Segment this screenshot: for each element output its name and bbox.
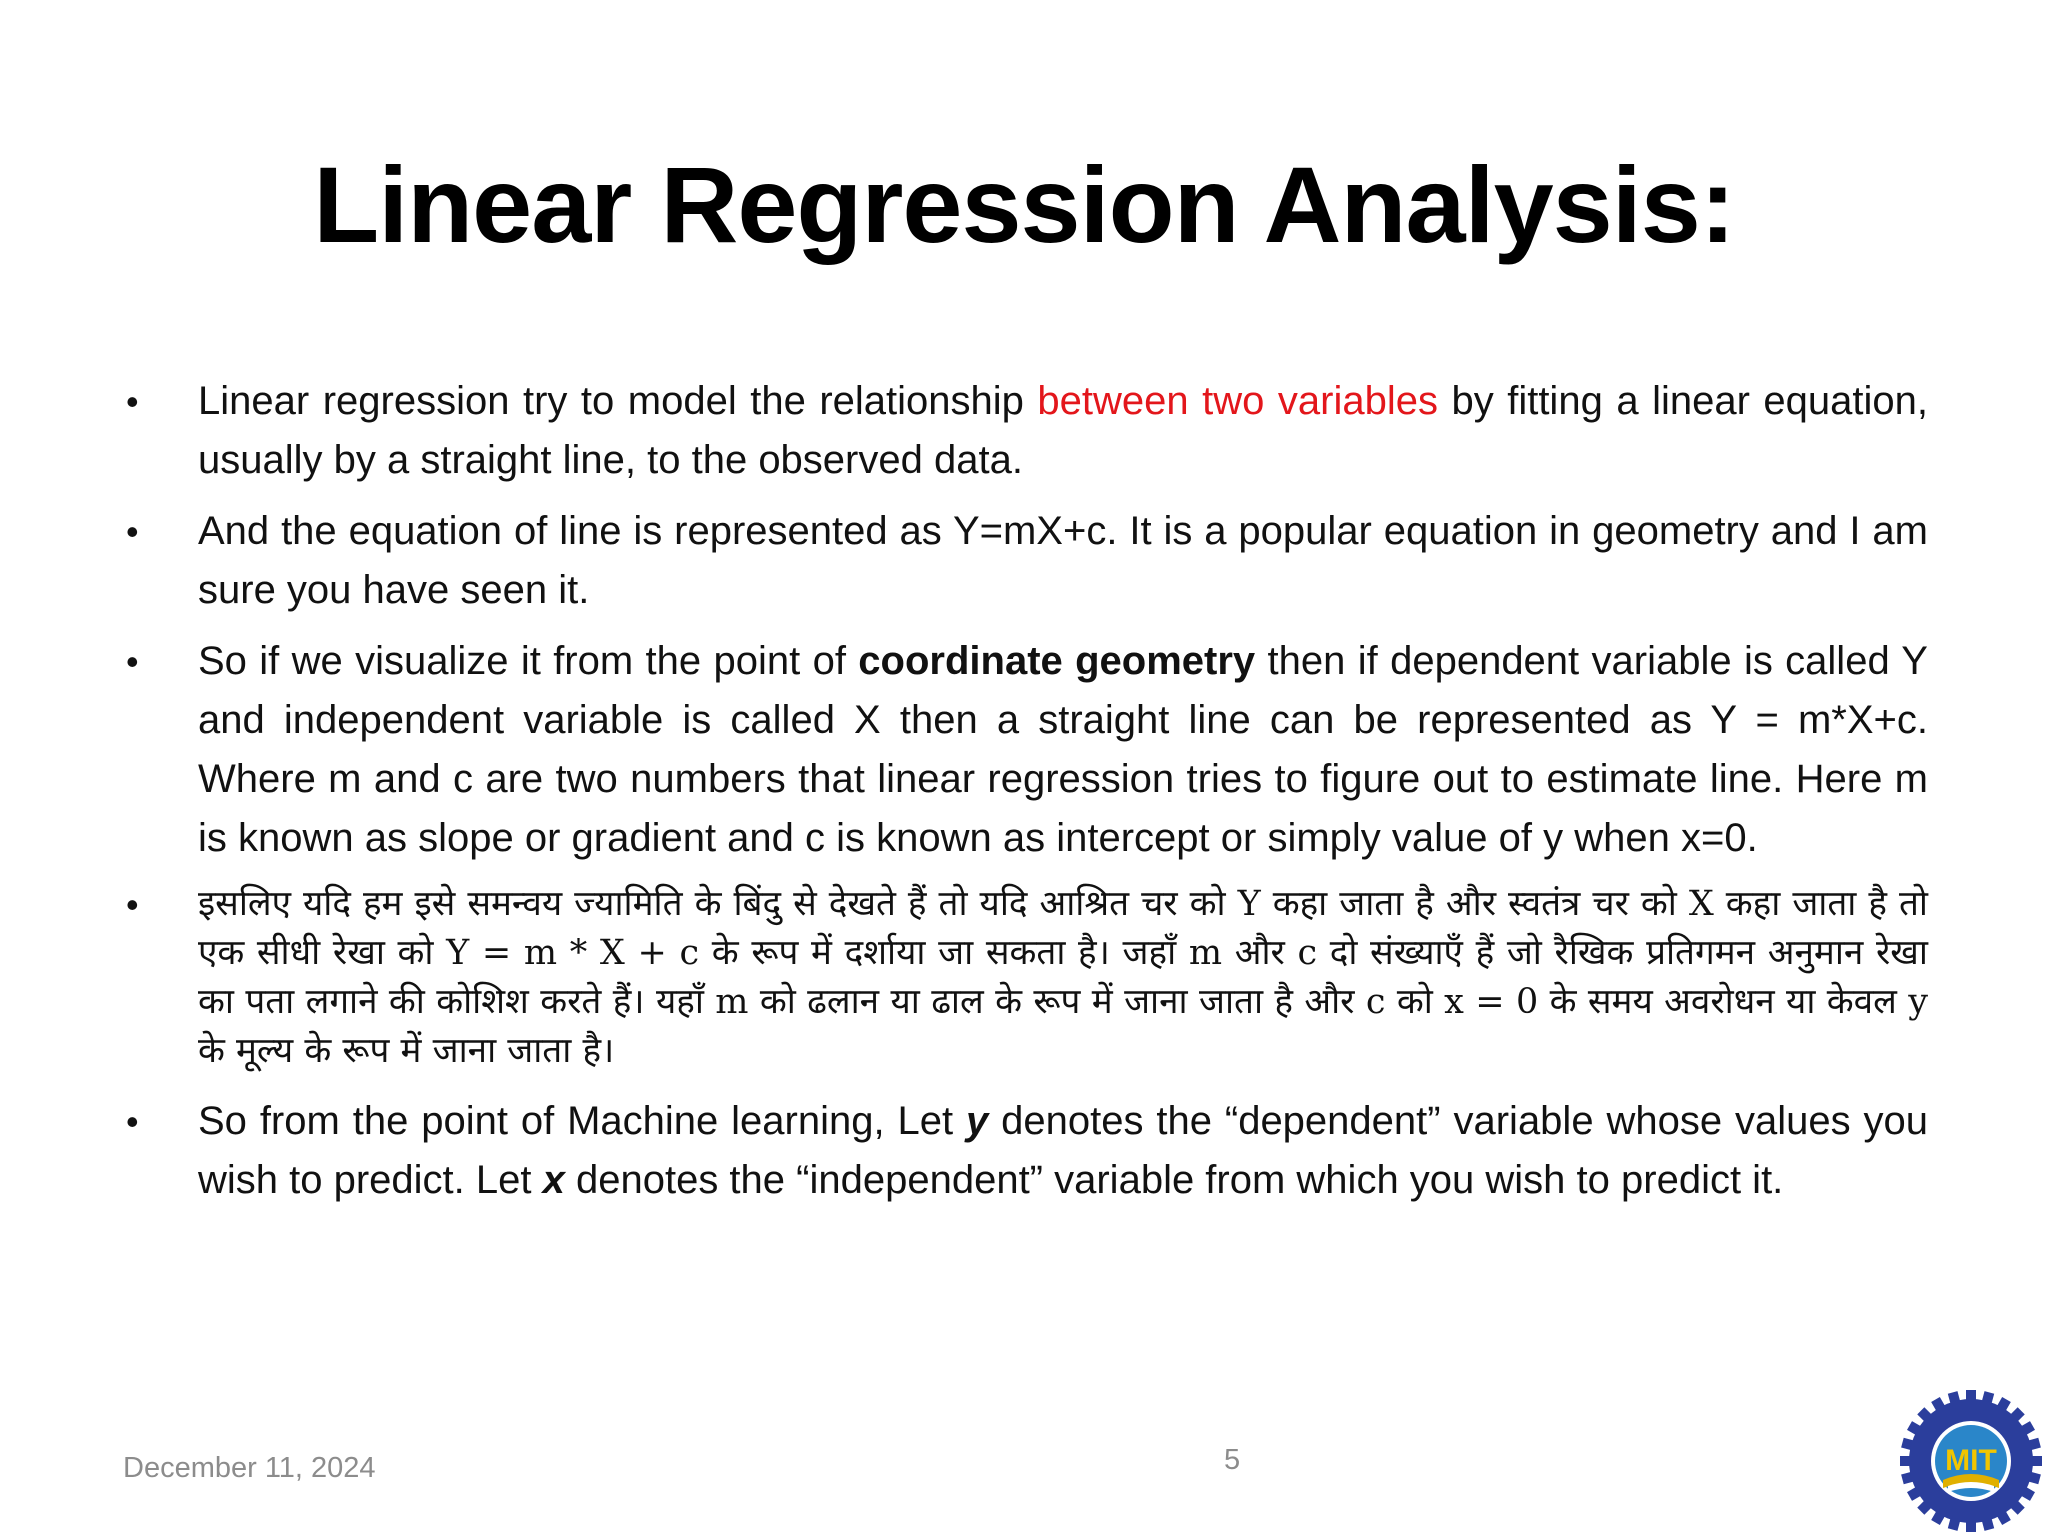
bullet-text-segment: denotes the “independent” variable from which you wish to predict it. [564, 1158, 1784, 1202]
bullet-item [120, 880, 1928, 1076]
bullet-text-segment: इसलिए यदि हम इसे समन्वय ज्यामिति के बिंदु से देखते हैं तो यदि आश्रित चर को Y कहा जाता है और स्वतंत्र चर को X कहा जाता है तो एक सीधी रेखा को Y = m * X + c के रूप में दर्शाया जा सकता है। जहाँ m और c दो संख्याएँ हैं जो रैखिक प्रतिगमन अनुमान रेखा का पता लगाने की कोशिश करते हैं। यहाँ m को ढलान या ढाल के रूप में जाना जाता है और c को x = 0 के समय अवरोधन या केवल y के मूल्य के रूप में जाना जाता है। [198, 884, 1928, 1071]
bullet-text-segment: So if we visualize it from the point of [198, 639, 859, 683]
bullet-text-segment: Linear regression try to model the relationship [198, 379, 1038, 423]
slide-title: Linear Regression Analysis: [313, 144, 1735, 265]
bullet-marker: • [126, 1101, 139, 1142]
bullet-text-segment: between two variables [1037, 379, 1438, 423]
bullet-text-segment: So from the point of Machine learning, Let [198, 1099, 966, 1143]
logo-center-text: MIT [1945, 1444, 1997, 1477]
bullet-item [120, 1092, 1928, 1210]
bullet-item [120, 502, 1928, 620]
bullet-marker: • [126, 381, 139, 422]
page-number: 5 [1224, 1444, 1241, 1476]
bullet-marker: • [126, 884, 139, 925]
bullet-text-segment: And the equation of line is represented as Y=mX+c. It is a popular equation in geometry and I am sure you have seen it. [198, 509, 1928, 612]
bullet-marker: • [126, 641, 139, 682]
footer-date: December 11, 2024 [123, 1452, 376, 1484]
bullet-text-segment: by fitting a linear equation, usually by a straight line, to the observed data. [198, 379, 1928, 482]
mit-logo-icon [1898, 1388, 2044, 1534]
bullet-text-segment: y [966, 1099, 989, 1143]
bullet-text-segment: x [542, 1158, 565, 1202]
bullet-list [120, 372, 1928, 1222]
bullet-text-segment: then if dependent variable is called Y and independent variable is called X then a straight line can be represented as Y = m*X+c. Where m and c are two numbers that linear regression tries to figure out to estimate line. Here m is known as slope or gradient and c is known as intercept or simply value of y when x=0. [198, 639, 1928, 860]
bullet-marker: • [126, 511, 139, 552]
bullet-item [120, 632, 1928, 868]
bullet-text-segment: coordinate geometry [858, 639, 1256, 683]
bullet-text-segment: denotes the “dependent” variable whose values you wish to predict. Let [198, 1099, 1928, 1202]
bullet-item [120, 372, 1928, 490]
